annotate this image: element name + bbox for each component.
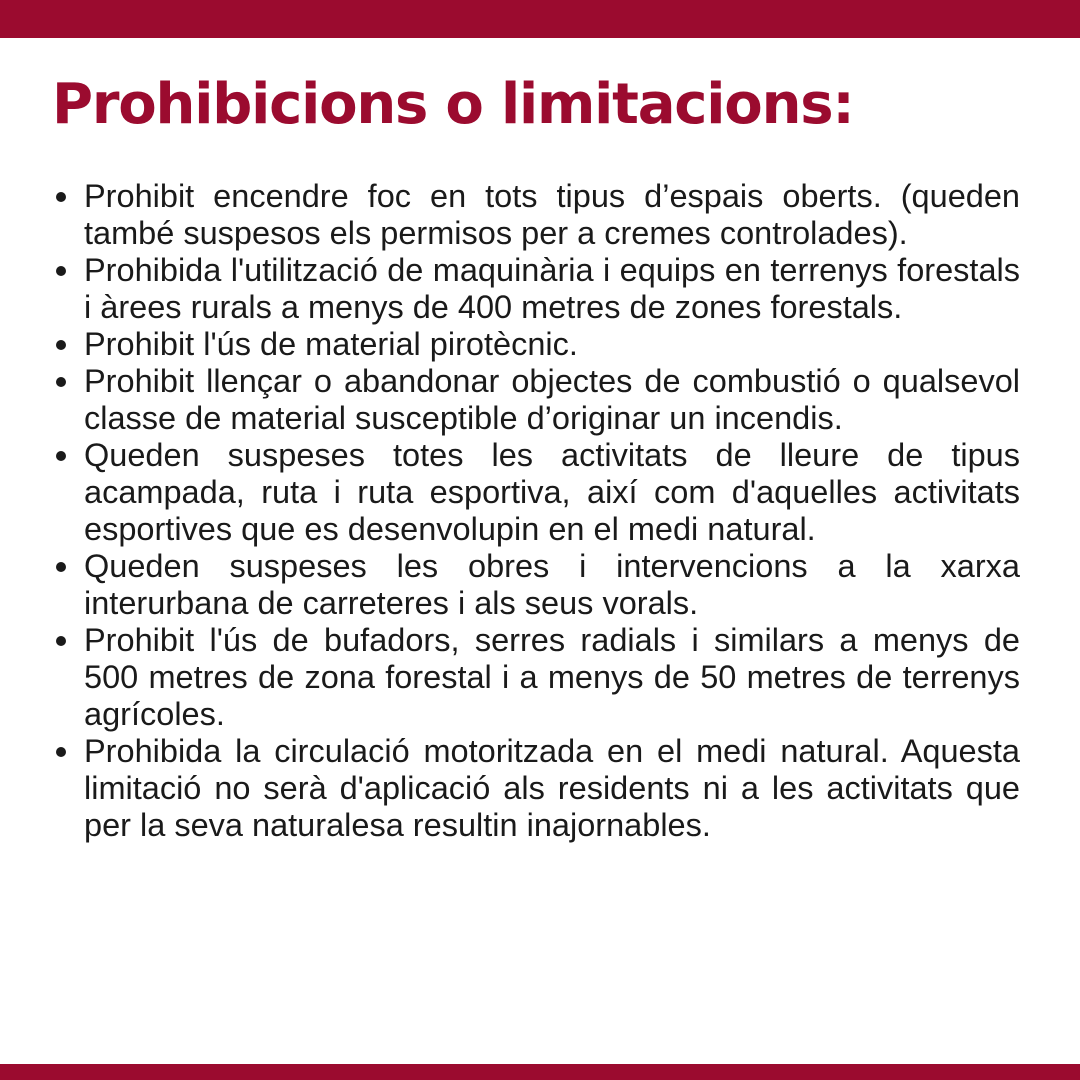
bullet-icon [56, 340, 66, 350]
prohibitions-list [56, 178, 1020, 844]
page-title: Prohibicions o limitacions: [52, 72, 854, 137]
list-item [56, 178, 1020, 252]
bullet-icon [56, 192, 66, 202]
list-item-text: Prohibit l'ús de bufadors, serres radials i similars a menys de 500 metres de zona forestal i a menys de 50 metres de terrenys agrícoles. [84, 622, 1020, 732]
list-item-text: Prohibit llençar o abandonar objectes de combustió o qualsevol classe de material susceptible d’originar un incendis. [84, 363, 1020, 436]
top-accent-bar [0, 0, 1080, 38]
list-item [56, 363, 1020, 437]
list-item [56, 437, 1020, 548]
bullet-icon [56, 266, 66, 276]
list-item [56, 252, 1020, 326]
list-item [56, 326, 1020, 363]
list-item-text: Prohibida la circulació motoritzada en el medi natural. Aquesta limitació no serà d'aplicació als residents ni a les activitats que per la seva naturalesa resultin inajornables. [84, 733, 1020, 843]
list-item [56, 733, 1020, 844]
bottom-accent-bar [0, 1064, 1080, 1080]
list-item-text: Queden suspeses les obres i intervencions a la xarxa interurbana de carreteres i als seus vorals. [84, 548, 1020, 621]
bullet-icon [56, 562, 66, 572]
list-item-text: Prohibit encendre foc en tots tipus d’espais oberts. (queden també suspesos els permisos per a cremes controlades). [84, 178, 1020, 251]
list-item-text: Prohibida l'utilització de maquinària i equips en terrenys forestals i àrees rurals a menys de 400 metres de zones forestals. [84, 252, 1020, 325]
list-item-text: Prohibit l'ús de material pirotècnic. [84, 326, 578, 362]
bullet-icon [56, 747, 66, 757]
bullet-icon [56, 377, 66, 387]
list-item [56, 622, 1020, 733]
list-item [56, 548, 1020, 622]
list-item-text: Queden suspeses totes les activitats de lleure de tipus acampada, ruta i ruta esportiva, així com d'aquelles activitats esportives que es desenvolupin en el medi natural. [84, 437, 1020, 547]
bullet-icon [56, 636, 66, 646]
bullet-icon [56, 451, 66, 461]
